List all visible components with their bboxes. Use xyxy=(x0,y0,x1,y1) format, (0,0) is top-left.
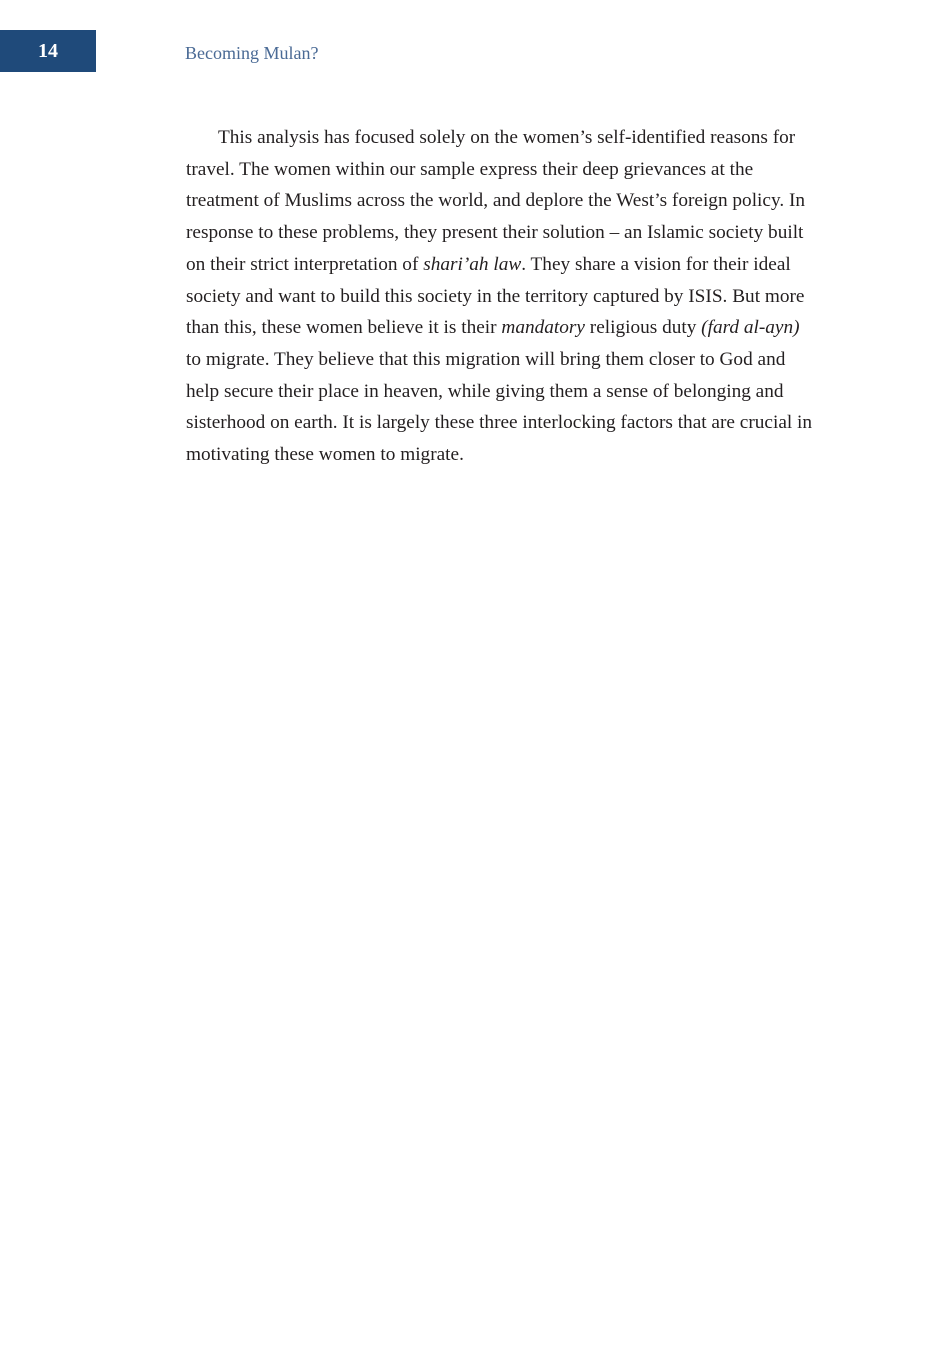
paragraph-text-1: This analysis has focused solely on the women’s self-identified reasons for travel. The women within our sample express their deep grievances at the treatment of Muslims across the world, and deplore the West’s foreign policy. In response to these problems, they present their solution – an Islamic society built on their strict interpretation of xyxy=(186,127,806,275)
paragraph-text-2: . They share a vision for their ideal society and want to build this society in the territory captured by ISIS. But more than this, these women believe it is their xyxy=(186,253,805,339)
paragraph-text-4: to migrate. They believe that this migration will bring them closer to God and help secure their place in heaven, while giving them a sense of belonging and sisterhood on earth. It is largely these three interlocking factors that are crucial in motivating these women to migrate. xyxy=(186,348,813,466)
body-paragraph xyxy=(186,122,818,471)
paragraph-text-3: religious duty xyxy=(584,317,702,339)
running-header-title: Becoming Mulan? xyxy=(185,43,319,63)
paragraph-italic-fard-al-ayn: (fard al-ayn) xyxy=(701,317,800,339)
page-number-box: 14 xyxy=(0,30,96,72)
paragraph-italic-mandatory: mandatory xyxy=(501,317,585,339)
paragraph-italic-shariah: shari’ah law xyxy=(423,253,522,275)
